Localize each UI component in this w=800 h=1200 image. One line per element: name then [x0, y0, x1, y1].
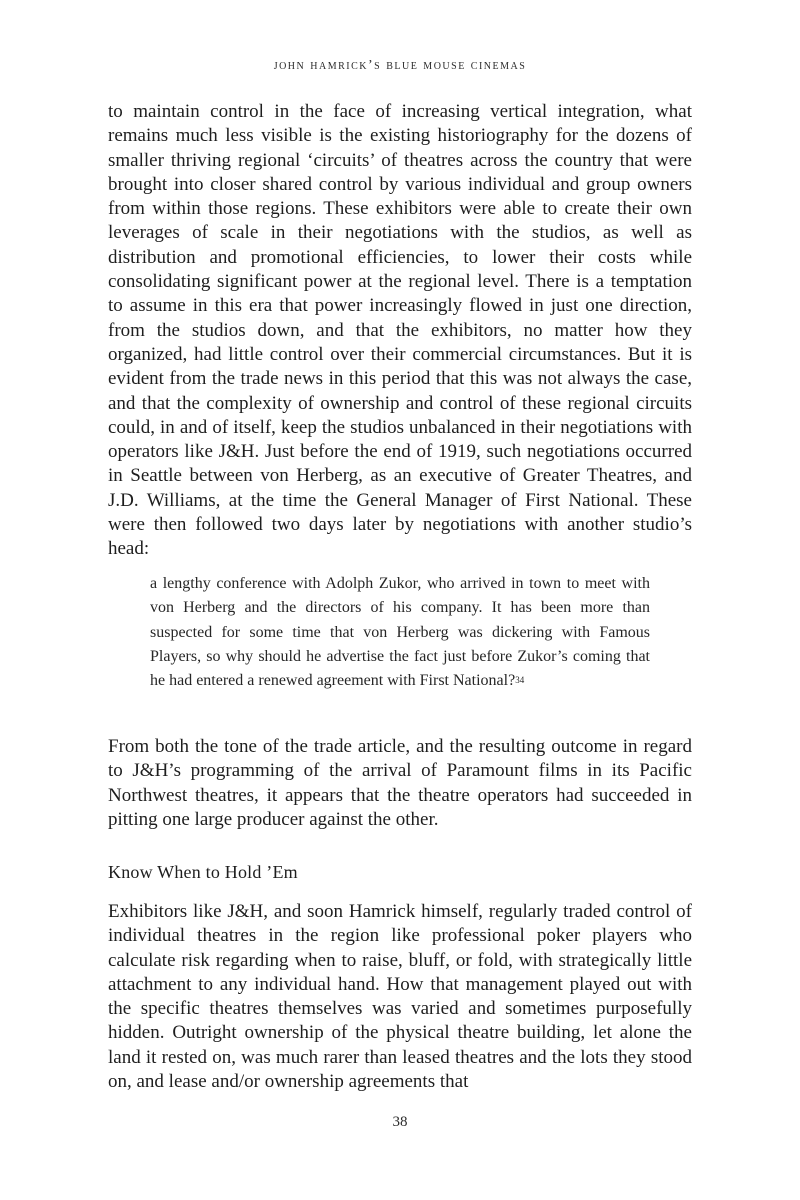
block-quote [150, 572, 650, 693]
body-paragraph-1: to maintain control in the face of increasing vertical integration, what remains much less visible is the existing historiography for the dozens of smaller thriving regional ‘circuits’ of theatres across the country that were brought into closer shared control by various individual and group owners from within those regions. These exhibitors were able to create their own leverages of scale in their negotiations with the studios, as well as distribution and promotional efficiencies, to lower their costs while consolidating significant power at the regional level. There is a temptation to assume in this era that power increasingly flowed in just one direction, from the studios down, and that the exhibitors, no matter how they organized, had little control over their commercial circumstances. But it is evident from the trade news in this period that this was not always the case, and that the complexity of ownership and control of these regional circuits could, in and of itself, keep the studios unbalanced in their negotiations with operators like J&H. Just before the end of 1919, such negotiations occurred in Seattle between von Herberg, as an executive of Greater Theatres, and J.D. Williams, at the time the General Manager of First National. These were then followed two days later by negotiations with another studio’s head: [108, 101, 692, 560]
page-number: 38 [392, 1114, 408, 1130]
body-paragraph-2: From both the tone of the trade article, and the resulting outcome in regard to J&H’s programming of the arrival of Paramount films in its Pacific Northwest theatres, it appears that the theatre operators had succeeded in pitting one large producer against the other. [108, 736, 692, 830]
running-head: john hamrick’s blue mouse cinemas [273, 58, 527, 73]
block-quote-text: a lengthy conference with Adolph Zukor, who arrived in town to meet with von Herberg and the directors of his company. It has been more than suspected for some time that von Herberg was dickering with Famous Players, so why should he advertise the fact just before Zukor’s coming that he had entered a renewed agreement with First National? [150, 575, 650, 690]
footnote-marker: 34 [515, 675, 525, 686]
section-heading: Know When to Hold ’Em [108, 862, 298, 882]
body-paragraph-3: Exhibitors like J&H, and soon Hamrick himself, regularly traded control of individual theatres in the region like professional poker players who calculate risk regarding when to raise, bluff, or fold, with strategically little attachment to any individual hand. How that management played out with the specific theatres themselves was varied and sometimes purposefully hidden. Outright ownership of the physical theatre building, let alone the land it rested on, was much rarer than leased theatres and the lots they stood on, and lease and/or ownership agreements that [108, 901, 692, 1093]
